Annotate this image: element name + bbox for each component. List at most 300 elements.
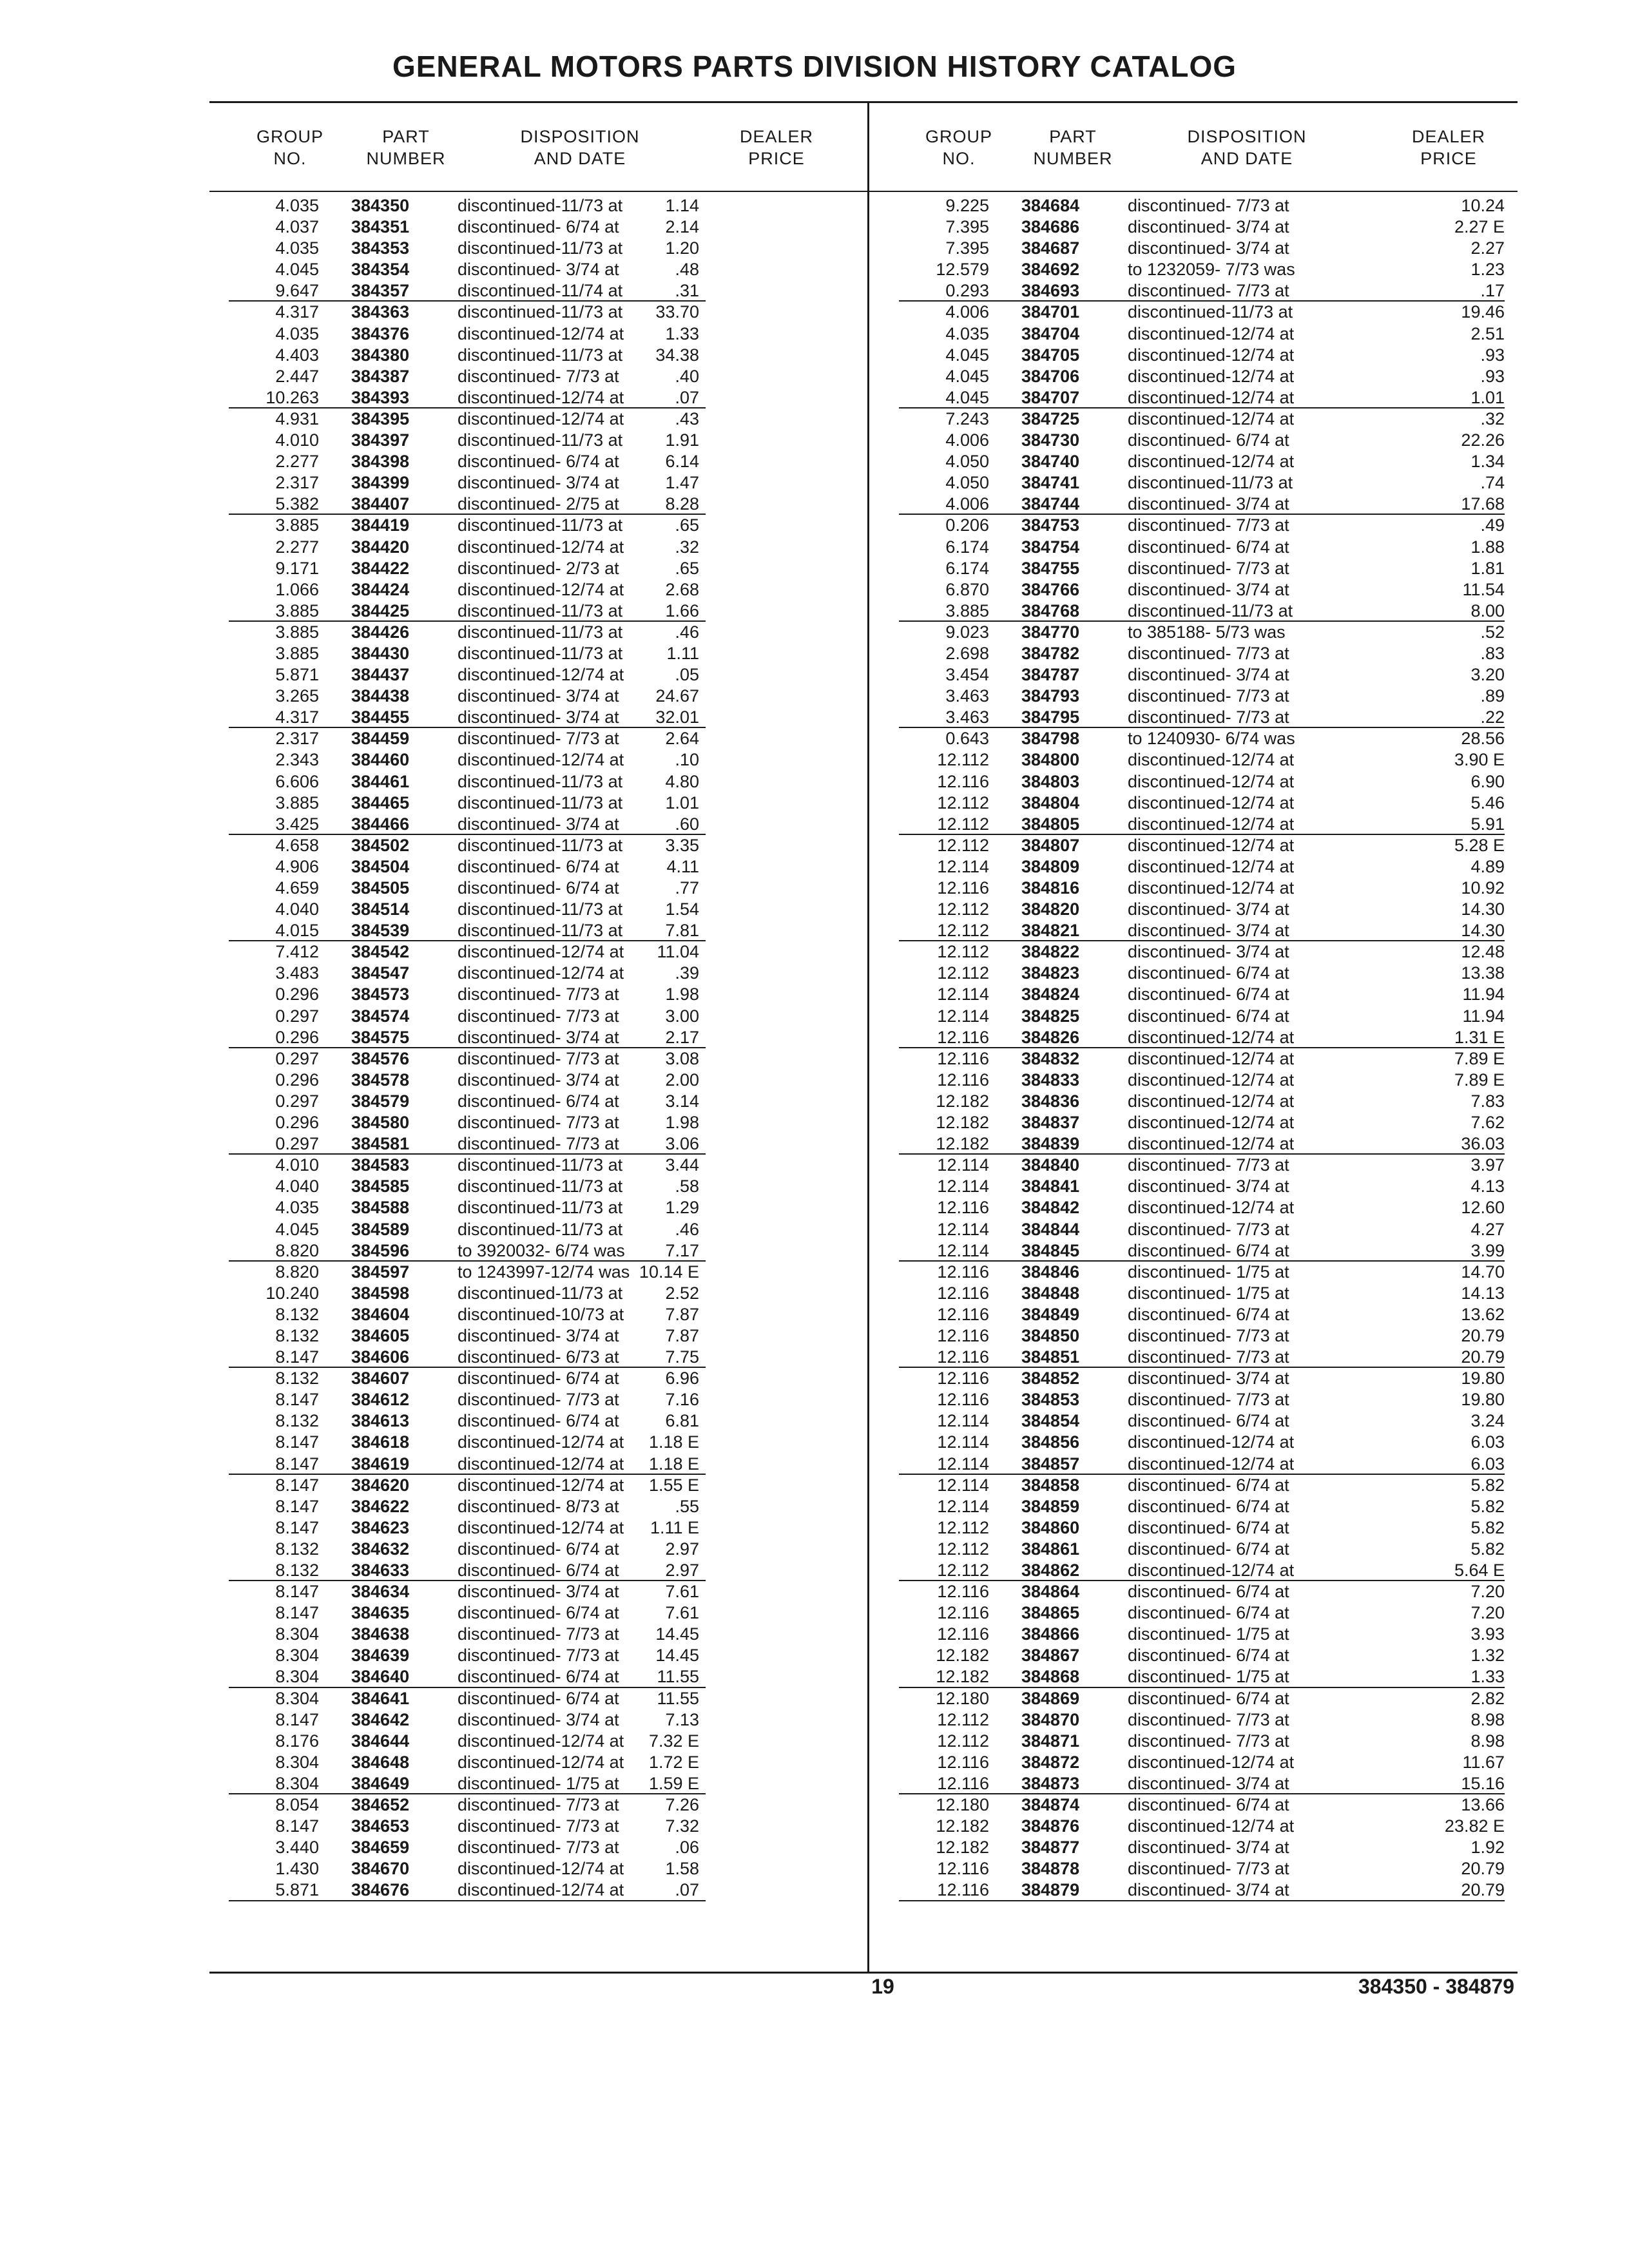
group-number: 2.317: [275, 473, 319, 493]
table-row: [899, 1283, 1505, 1304]
header-price-right: DEALER PRICE: [1411, 127, 1486, 168]
table-row: [899, 1539, 1505, 1560]
part-number: 384836: [1021, 1091, 1080, 1111]
dealer-price: .32: [675, 537, 699, 557]
part-number: 384862: [1021, 1561, 1080, 1580]
table-row: [229, 664, 706, 686]
disposition: discontinued- 3/74 at: [458, 1582, 619, 1602]
group-number: 12.114: [937, 1496, 989, 1516]
group-number: 12.112: [937, 899, 989, 919]
dealer-price: 7.26: [665, 1795, 699, 1815]
disposition: discontinued-12/74 at: [1128, 793, 1295, 812]
dealer-price: 23.82 E: [1444, 1816, 1505, 1836]
part-number: 384606: [351, 1347, 410, 1367]
table-row: [229, 643, 706, 664]
dealer-price: 3.14: [665, 1091, 699, 1111]
part-number: 384395: [351, 408, 410, 428]
table-row: [229, 1517, 706, 1539]
disposition: discontinued-11/73 at: [458, 1198, 623, 1218]
disposition: discontinued-12/74 at: [1128, 1432, 1295, 1452]
table-row: [229, 622, 706, 643]
dealer-price: 20.79: [1461, 1347, 1505, 1367]
group-number: 4.006: [945, 430, 989, 450]
dealer-price: 14.45: [655, 1624, 699, 1644]
table-row: [229, 579, 706, 601]
group-number: 12.112: [937, 750, 989, 770]
disposition: discontinued- 7/73 at: [1128, 281, 1289, 301]
group-number: 3.463: [945, 686, 989, 706]
table-row: [229, 1197, 706, 1218]
part-number: 384844: [1021, 1219, 1080, 1239]
group-number: 9.225: [945, 196, 989, 215]
group-number: 4.317: [275, 707, 319, 727]
disposition: discontinued-12/74 at: [458, 1432, 624, 1452]
group-number: 4.015: [275, 921, 319, 941]
table-row: [229, 515, 706, 536]
header-group-left: GROUP NO.: [256, 127, 323, 168]
dealer-price: 3.00: [665, 1006, 699, 1026]
disposition: discontinued- 7/73 at: [1128, 1859, 1289, 1879]
group-number: 8.132: [275, 1325, 319, 1345]
part-number: 384505: [351, 878, 410, 898]
disposition: discontinued-10/73 at: [458, 1304, 624, 1324]
group-number: 0.293: [945, 281, 989, 301]
part-number: 384351: [351, 217, 410, 237]
table-row: [229, 1581, 706, 1602]
table-row: [229, 238, 706, 259]
table-row: [229, 345, 706, 366]
group-number: 4.040: [275, 899, 319, 919]
table-row: [899, 984, 1505, 1005]
dealer-price: 3.08: [665, 1048, 699, 1068]
dealer-price: 1.11 E: [650, 1517, 699, 1537]
dealer-price: 2.82: [1470, 1688, 1505, 1708]
part-number: 384422: [351, 558, 410, 578]
disposition: discontinued- 7/73 at: [458, 729, 619, 749]
group-number: 8.147: [275, 1496, 319, 1516]
disposition: discontinued- 1/75 at: [1128, 1283, 1289, 1303]
disposition: discontinued-11/73 at: [1128, 302, 1293, 322]
part-number: 384871: [1021, 1731, 1080, 1751]
group-number: 12.114: [937, 985, 989, 1004]
dealer-price: 6.90: [1470, 771, 1505, 791]
disposition: discontinued- 7/73 at: [1128, 643, 1289, 663]
disposition: discontinued- 3/74 at: [458, 1325, 619, 1345]
disposition: discontinued-12/74 at: [1128, 1198, 1295, 1218]
group-number: 3.885: [275, 601, 319, 620]
part-number: 384754: [1021, 537, 1080, 557]
group-number: 4.659: [275, 878, 319, 898]
dealer-price: 2.00: [665, 1070, 699, 1090]
dealer-price: 1.33: [665, 323, 699, 343]
group-number: 0.296: [275, 985, 319, 1004]
disposition: discontinued-11/73 at: [458, 196, 623, 215]
table-row: [229, 814, 706, 835]
dealer-price: 7.20: [1470, 1603, 1505, 1623]
part-number: 384725: [1021, 408, 1080, 428]
disposition: discontinued- 6/73 at: [458, 1347, 619, 1367]
part-number: 384459: [351, 729, 410, 749]
group-number: 8.132: [275, 1539, 319, 1559]
left-parts-table: [229, 195, 706, 1901]
part-number: 384816: [1021, 878, 1080, 898]
dealer-price: 2.52: [665, 1283, 699, 1303]
dealer-price: .40: [675, 366, 699, 386]
table-row: [899, 345, 1505, 366]
part-number: 384845: [1021, 1240, 1080, 1260]
part-number: 384841: [1021, 1177, 1080, 1196]
part-number: 384879: [1021, 1880, 1080, 1900]
dealer-price: 7.81: [665, 921, 699, 941]
part-number: 384867: [1021, 1646, 1080, 1666]
part-number: 384641: [351, 1688, 410, 1708]
disposition: discontinued- 6/74 at: [458, 1369, 619, 1389]
part-number: 384858: [1021, 1475, 1080, 1495]
part-number: 384859: [1021, 1496, 1080, 1516]
part-number: 384795: [1021, 707, 1080, 727]
table-row: [229, 1560, 706, 1581]
part-number: 384833: [1021, 1070, 1080, 1090]
group-number: 8.132: [275, 1304, 319, 1324]
dealer-price: 11.04: [657, 942, 699, 962]
group-number: 8.147: [275, 1709, 319, 1729]
group-number: 12.112: [937, 1709, 989, 1729]
table-row: [229, 1389, 706, 1410]
part-number: 384868: [1021, 1667, 1080, 1687]
group-number: 6.174: [945, 537, 989, 557]
disposition: discontinued-12/74 at: [1128, 452, 1295, 472]
dealer-price: 33.70: [655, 302, 699, 322]
disposition: discontinued- 7/73 at: [458, 1134, 619, 1154]
part-number: 384438: [351, 686, 410, 706]
table-row: [229, 408, 706, 430]
dealer-price: 2.68: [665, 579, 699, 599]
disposition: discontinued-12/74 at: [458, 1475, 624, 1495]
table-row: [899, 899, 1505, 920]
part-number: 384623: [351, 1517, 410, 1537]
part-number: 384575: [351, 1027, 410, 1047]
part-number: 384809: [1021, 856, 1080, 876]
disposition: discontinued-12/74 at: [1128, 1454, 1295, 1474]
part-number: 384612: [351, 1390, 410, 1410]
dealer-price: 2.97: [665, 1561, 699, 1580]
footer-rule: [209, 1972, 1518, 1974]
part-number: 384398: [351, 452, 410, 472]
dealer-price: 1.34: [1470, 452, 1505, 472]
table-row: [899, 1325, 1505, 1347]
disposition: discontinued-11/73 at: [1128, 473, 1293, 493]
part-number: 384580: [351, 1113, 410, 1133]
table-row: [899, 941, 1505, 963]
dealer-price: .55: [675, 1496, 699, 1516]
part-number: 384840: [1021, 1155, 1080, 1175]
part-number: 384740: [1021, 452, 1080, 472]
disposition: discontinued-11/73 at: [458, 238, 623, 258]
dealer-price: 5.82: [1470, 1517, 1505, 1537]
part-number: 384798: [1021, 729, 1080, 749]
part-number: 384588: [351, 1198, 410, 1218]
dealer-price: 13.66: [1461, 1795, 1505, 1815]
dealer-price: 14.30: [1461, 899, 1505, 919]
disposition: discontinued- 6/74 at: [458, 217, 619, 237]
part-number: 384770: [1021, 622, 1080, 642]
header-rule: [209, 191, 1518, 192]
dealer-price: 14.45: [655, 1646, 699, 1666]
group-number: 1.430: [275, 1859, 319, 1879]
part-number: 384397: [351, 430, 410, 450]
part-number: 384633: [351, 1561, 410, 1580]
group-number: 12.114: [937, 856, 989, 876]
dealer-price: 7.13: [665, 1709, 699, 1729]
part-number: 384460: [351, 750, 410, 770]
group-number: 12.116: [937, 771, 989, 791]
group-number: 12.112: [937, 921, 989, 941]
dealer-price: 28.56: [1461, 729, 1505, 749]
table-row: [899, 1475, 1505, 1496]
disposition: discontinued-12/74 at: [1128, 1113, 1295, 1133]
group-number: 12.116: [937, 1027, 989, 1047]
part-number: 384878: [1021, 1859, 1080, 1879]
group-number: 7.243: [945, 408, 989, 428]
table-row: [899, 1368, 1505, 1389]
group-number: 0.206: [945, 515, 989, 535]
part-number: 384837: [1021, 1113, 1080, 1133]
group-number: 12.579: [936, 260, 989, 280]
disposition: discontinued- 6/74 at: [1128, 1688, 1289, 1708]
table-row: [229, 1262, 706, 1283]
disposition: discontinued-12/74 at: [458, 942, 624, 962]
header-part-left: PART NUMBER: [366, 127, 446, 168]
disposition: discontinued- 3/74 at: [1128, 1838, 1289, 1858]
dealer-price: .39: [675, 963, 699, 983]
disposition: discontinued- 6/74 at: [458, 1561, 619, 1580]
dealer-price: 1.29: [665, 1198, 699, 1218]
part-number: 384653: [351, 1816, 410, 1836]
dealer-price: 14.13: [1461, 1283, 1505, 1303]
table-row: [229, 793, 706, 814]
group-number: 12.180: [936, 1688, 989, 1708]
dealer-price: 4.27: [1470, 1219, 1505, 1239]
part-number: 384455: [351, 707, 410, 727]
disposition: discontinued- 7/73 at: [1128, 1219, 1289, 1239]
group-number: 4.010: [275, 1155, 319, 1175]
part-number: 384706: [1021, 366, 1080, 386]
group-number: 12.112: [937, 835, 989, 855]
dealer-price: 1.81: [1470, 558, 1505, 578]
disposition: discontinued- 3/74 at: [1128, 217, 1289, 237]
part-number: 384620: [351, 1475, 410, 1495]
group-number: 4.658: [275, 835, 319, 855]
disposition: discontinued- 1/75 at: [458, 1773, 619, 1793]
group-number: 3.885: [275, 515, 319, 535]
group-number: 3.463: [945, 707, 989, 727]
part-number: 384730: [1021, 430, 1080, 450]
disposition: to 1243997-12/74 was: [458, 1262, 630, 1282]
table-row: [899, 1133, 1505, 1155]
group-number: 8.304: [275, 1773, 319, 1793]
dealer-price: .74: [1480, 473, 1505, 493]
table-row: [229, 1070, 706, 1091]
disposition: discontinued-12/74 at: [1128, 835, 1295, 855]
table-row: [899, 920, 1505, 941]
table-row: [899, 1240, 1505, 1262]
disposition: discontinued- 6/74 at: [458, 878, 619, 898]
disposition: discontinued-12/74 at: [1128, 387, 1295, 407]
disposition: discontinued-11/73 at: [458, 771, 623, 791]
group-number: 4.050: [945, 452, 989, 472]
disposition: discontinued- 3/74 at: [1128, 579, 1289, 599]
dealer-price: 3.20: [1470, 665, 1505, 685]
group-number: 5.871: [275, 1880, 319, 1900]
dealer-price: 1.31 E: [1454, 1027, 1505, 1047]
part-number: 384634: [351, 1582, 410, 1602]
dealer-price: .83: [1480, 643, 1505, 663]
table-row: [229, 728, 706, 749]
dealer-price: 14.30: [1461, 921, 1505, 941]
group-number: 12.116: [937, 1347, 989, 1367]
dealer-price: 3.90 E: [1454, 750, 1505, 770]
table-row: [899, 1560, 1505, 1581]
dealer-price: .49: [1480, 515, 1505, 535]
group-number: 12.116: [937, 878, 989, 898]
group-number: 3.483: [275, 963, 319, 983]
part-number: 384807: [1021, 835, 1080, 855]
disposition: discontinued-12/74 at: [1128, 1027, 1295, 1047]
table-row: [229, 771, 706, 793]
part-number: 384573: [351, 985, 410, 1004]
group-number: 12.112: [937, 1561, 989, 1580]
dealer-price: 12.48: [1461, 942, 1505, 962]
part-number: 384707: [1021, 387, 1080, 407]
dealer-price: 3.44: [665, 1155, 699, 1175]
dealer-price: 3.24: [1470, 1411, 1505, 1431]
part-number: 384846: [1021, 1262, 1080, 1282]
group-number: 12.116: [937, 1304, 989, 1324]
table-row: [229, 878, 706, 899]
part-number: 384585: [351, 1177, 410, 1196]
disposition: discontinued- 7/73 at: [458, 1816, 619, 1836]
dealer-price: .07: [675, 1880, 699, 1900]
dealer-price: 3.97: [1470, 1155, 1505, 1175]
disposition: discontinued- 1/75 at: [1128, 1667, 1289, 1687]
table-row: [899, 963, 1505, 984]
group-number: 4.010: [275, 430, 319, 450]
group-number: 9.647: [275, 281, 319, 301]
group-number: 2.317: [275, 729, 319, 749]
dealer-price: .31: [675, 281, 699, 301]
table-row: [229, 1731, 706, 1752]
disposition: discontinued-12/74 at: [458, 537, 624, 557]
table-row: [899, 1496, 1505, 1517]
dealer-price: 1.20: [665, 238, 699, 258]
table-row: [229, 1432, 706, 1453]
dealer-price: 3.06: [665, 1134, 699, 1154]
group-number: 12.114: [937, 1432, 989, 1452]
dealer-price: 11.94: [1462, 985, 1505, 1004]
disposition: discontinued-11/73 at: [458, 622, 623, 642]
table-row: [229, 963, 706, 984]
table-row: [899, 643, 1505, 664]
table-row: [899, 749, 1505, 771]
table-row: [899, 1879, 1505, 1901]
group-number: 12.116: [937, 1880, 989, 1900]
group-number: 3.885: [945, 601, 989, 620]
disposition: discontinued- 6/74 at: [458, 1411, 619, 1431]
group-number: 4.045: [945, 387, 989, 407]
group-number: 12.116: [937, 1603, 989, 1623]
disposition: discontinued- 6/74 at: [1128, 1795, 1289, 1815]
part-number: 384866: [1021, 1624, 1080, 1644]
group-number: 8.304: [275, 1752, 319, 1772]
table-row: [229, 1475, 706, 1496]
table-row: [899, 1517, 1505, 1539]
table-row: [899, 728, 1505, 749]
dealer-price: 1.92: [1470, 1838, 1505, 1858]
group-number: 0.643: [945, 729, 989, 749]
table-row: [229, 259, 706, 280]
part-number: 384589: [351, 1219, 410, 1239]
table-row: [899, 1006, 1505, 1027]
disposition: discontinued-11/73 at: [458, 643, 623, 663]
table-row: [899, 1688, 1505, 1709]
table-row: [899, 472, 1505, 494]
dealer-price: 14.70: [1461, 1262, 1505, 1282]
part-number: 384822: [1021, 942, 1080, 962]
disposition: discontinued- 7/73 at: [458, 1838, 619, 1858]
disposition: discontinued-12/74 at: [1128, 750, 1295, 770]
table-row: [229, 366, 706, 387]
disposition: discontinued-12/74 at: [458, 1880, 624, 1900]
dealer-price: .22: [1480, 707, 1505, 727]
group-number: 4.403: [275, 345, 319, 365]
table-row: [229, 984, 706, 1005]
group-number: 4.037: [275, 217, 319, 237]
part-number: 384607: [351, 1369, 410, 1389]
part-number: 384803: [1021, 771, 1080, 791]
dealer-price: 2.51: [1470, 323, 1505, 343]
dealer-price: 22.26: [1461, 430, 1505, 450]
disposition: discontinued-11/73 at: [458, 1219, 623, 1239]
part-number: 384604: [351, 1304, 410, 1324]
header-part-right: PART NUMBER: [1033, 127, 1113, 168]
disposition: discontinued-12/74 at: [458, 750, 624, 770]
disposition: discontinued- 1/75 at: [1128, 1624, 1289, 1644]
disposition: discontinued- 7/73 at: [1128, 1709, 1289, 1729]
table-row: [899, 856, 1505, 878]
part-number: 384357: [351, 281, 410, 301]
disposition: discontinued- 6/74 at: [1128, 430, 1289, 450]
disposition: discontinued- 6/74 at: [1128, 1582, 1289, 1602]
part-number: 384399: [351, 473, 410, 493]
table-row: [229, 1304, 706, 1325]
dealer-price: 1.01: [665, 793, 699, 812]
part-number: 384741: [1021, 473, 1080, 493]
group-number: 12.116: [937, 1752, 989, 1772]
group-number: 7.395: [945, 238, 989, 258]
part-number: 384547: [351, 963, 410, 983]
group-number: 4.006: [945, 302, 989, 322]
table-row: [229, 1006, 706, 1027]
part-range: 384350 - 384879: [1358, 1975, 1514, 1998]
dealer-price: 10.14 E: [639, 1262, 699, 1282]
group-number: 4.317: [275, 302, 319, 322]
part-number: 384842: [1021, 1198, 1080, 1218]
dealer-price: .06: [675, 1838, 699, 1858]
part-number: 384805: [1021, 814, 1080, 834]
part-number: 384504: [351, 856, 410, 876]
dealer-price: 5.82: [1470, 1475, 1505, 1495]
part-number: 384622: [351, 1496, 410, 1516]
